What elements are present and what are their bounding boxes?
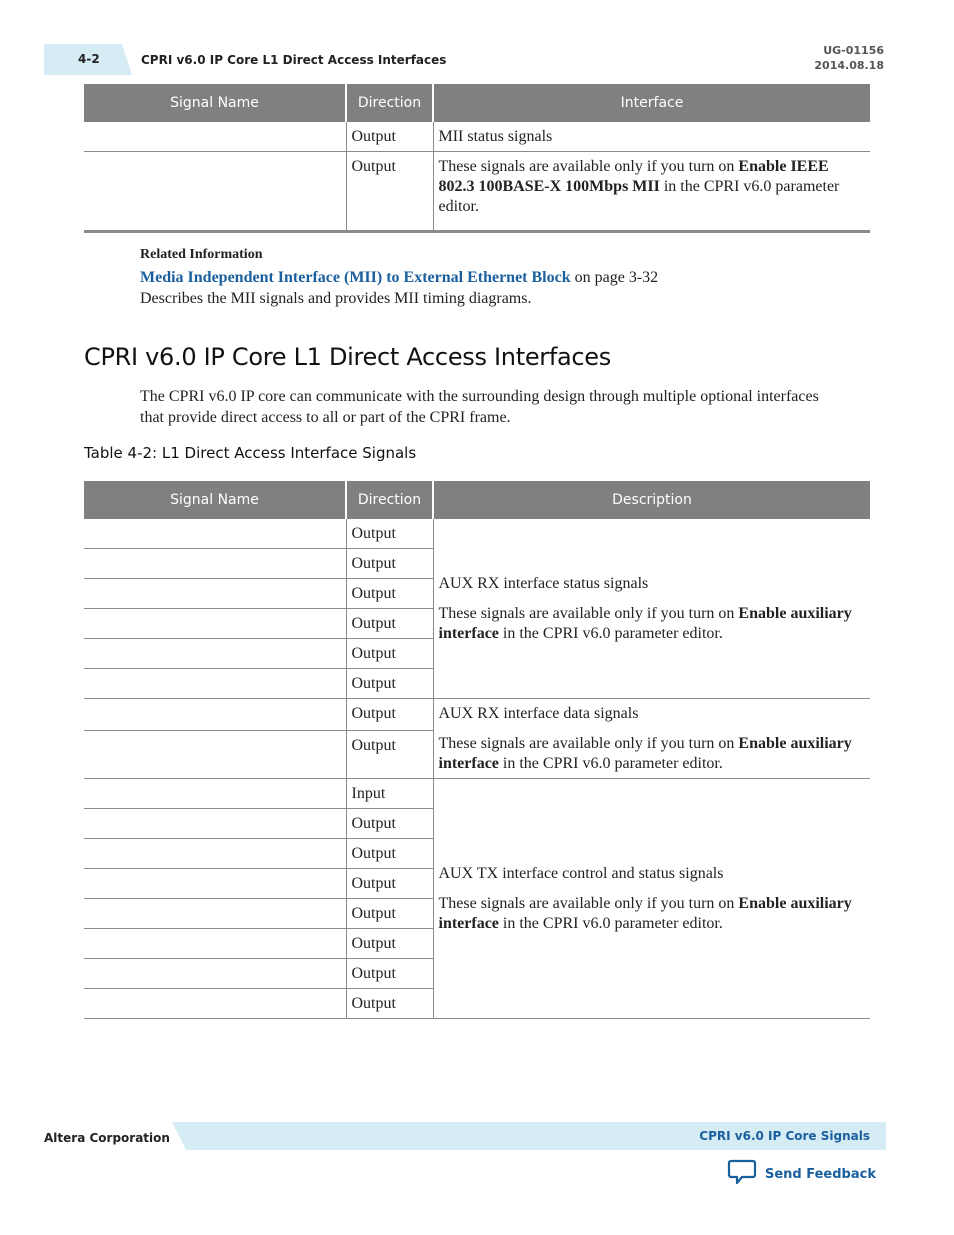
signal-name-cell bbox=[84, 731, 346, 779]
direction-cell: Output bbox=[346, 929, 433, 959]
signal-name-cell bbox=[84, 959, 346, 989]
direction-cell: Output bbox=[346, 731, 433, 779]
signal-name-cell bbox=[84, 549, 346, 579]
signal-name-cell bbox=[84, 152, 346, 232]
direction-cell: Output bbox=[346, 579, 433, 609]
signal-name-cell bbox=[84, 779, 346, 809]
desc-bold: Enable IEEE 802.3 100BASE-X 100Mbps MII bbox=[438, 158, 829, 195]
description-cell bbox=[433, 779, 870, 1019]
signal-name-cell bbox=[84, 609, 346, 639]
l1-direct-access-table bbox=[84, 481, 870, 1019]
doc-date: 2014.08.18 bbox=[814, 59, 884, 72]
feedback-bubble-icon bbox=[727, 1158, 757, 1191]
note-text: These signals are available only if you turn on bbox=[438, 605, 739, 622]
signal-name-cell bbox=[84, 869, 346, 899]
table-row bbox=[84, 519, 870, 549]
note-bold: Enable auxiliary interface bbox=[438, 895, 852, 932]
page-number: 4-2 bbox=[78, 52, 100, 66]
direction-cell: Output bbox=[346, 899, 433, 929]
signal-name-cell bbox=[84, 519, 346, 549]
signal-name-cell bbox=[84, 669, 346, 699]
note-text: in the CPRI v6.0 parameter editor. bbox=[498, 755, 723, 772]
table-header-row bbox=[84, 481, 870, 519]
signal-name-cell bbox=[84, 639, 346, 669]
group-title: AUX RX interface status signals bbox=[438, 575, 649, 592]
group-title: AUX TX interface control and status signals bbox=[438, 865, 724, 882]
group-title: AUX RX interface data signals bbox=[438, 705, 639, 722]
footer-company: Altera Corporation bbox=[44, 1131, 170, 1145]
note-text: These signals are available only if you turn on bbox=[438, 735, 739, 752]
send-feedback-label: Send Feedback bbox=[765, 1167, 876, 1182]
table-row bbox=[84, 699, 870, 731]
desc-text: in the CPRI v6.0 parameter editor. bbox=[438, 178, 840, 215]
direction-cell: Output bbox=[346, 839, 433, 869]
signal-name-cell bbox=[84, 579, 346, 609]
description-cell bbox=[433, 519, 870, 699]
description-cell bbox=[433, 699, 870, 779]
group-note bbox=[439, 894, 866, 934]
signal-name-cell bbox=[84, 899, 346, 929]
mii-block-link[interactable]: Media Independent Interface (MII) to External Ethernet Block bbox=[140, 269, 571, 286]
related-info-description: Describes the MII signals and provides MII timing diagrams. bbox=[140, 290, 532, 307]
direction-cell: Output bbox=[346, 549, 433, 579]
direction-cell: Output bbox=[346, 959, 433, 989]
description-cell bbox=[433, 152, 870, 232]
direction-cell: Input bbox=[346, 779, 433, 809]
signal-name-cell bbox=[84, 839, 346, 869]
related-info-link-line bbox=[140, 268, 658, 288]
section-title: CPRI v6.0 IP Core L1 Direct Access Interfaces bbox=[84, 343, 611, 371]
signal-name-cell bbox=[84, 989, 346, 1019]
signal-name-cell bbox=[84, 809, 346, 839]
related-info-heading: Related Information bbox=[140, 247, 263, 262]
direction-cell: Output bbox=[346, 609, 433, 639]
table-header-row bbox=[84, 84, 870, 122]
group-note bbox=[439, 734, 866, 774]
doc-id-block bbox=[814, 43, 884, 73]
table-row bbox=[84, 152, 870, 232]
direction-cell: Output bbox=[346, 639, 433, 669]
direction-cell: Output bbox=[346, 669, 433, 699]
signal-name-cell bbox=[84, 122, 346, 152]
note-bold: Enable auxiliary interface bbox=[438, 605, 852, 642]
col-signal-name: Signal Name bbox=[84, 481, 346, 519]
link-page-ref: on page 3-32 bbox=[570, 269, 659, 286]
mii-signal-table bbox=[84, 84, 870, 233]
direction-cell: Output bbox=[346, 519, 433, 549]
running-header-title: CPRI v6.0 IP Core L1 Direct Access Interfaces bbox=[141, 53, 447, 67]
col-interface: Interface bbox=[433, 84, 870, 122]
send-feedback-button[interactable] bbox=[727, 1158, 876, 1191]
direction-cell: Output bbox=[346, 122, 433, 152]
table-row bbox=[84, 779, 870, 809]
note-text: in the CPRI v6.0 parameter editor. bbox=[498, 625, 723, 642]
section-intro: The CPRI v6.0 IP core can communicate with the surrounding design through multiple optional interfaces that provide direct access to all or part of the CPRI frame. bbox=[140, 388, 819, 426]
desc-text: These signals are available only if you turn on bbox=[438, 158, 739, 175]
note-text: These signals are available only if you turn on bbox=[438, 895, 739, 912]
signal-name-cell bbox=[84, 929, 346, 959]
signal-name-cell bbox=[84, 699, 346, 731]
footer-section-link[interactable]: CPRI v6.0 IP Core Signals bbox=[699, 1129, 870, 1143]
direction-cell: Output bbox=[346, 809, 433, 839]
col-description: Description bbox=[433, 481, 870, 519]
direction-cell: Output bbox=[346, 152, 433, 232]
col-signal-name: Signal Name bbox=[84, 84, 346, 122]
note-bold: Enable auxiliary interface bbox=[438, 735, 852, 772]
direction-cell: Output bbox=[346, 989, 433, 1019]
col-direction: Direction bbox=[346, 481, 433, 519]
doc-id: UG-01156 bbox=[823, 44, 884, 57]
group-note bbox=[439, 604, 866, 644]
direction-cell: Output bbox=[346, 699, 433, 731]
col-direction: Direction bbox=[346, 84, 433, 122]
direction-cell: Output bbox=[346, 869, 433, 899]
table-caption: Table 4-2: L1 Direct Access Interface Signals bbox=[84, 444, 417, 462]
note-text: in the CPRI v6.0 parameter editor. bbox=[498, 915, 723, 932]
table-row bbox=[84, 122, 870, 152]
description-cell: MII status signals bbox=[433, 122, 870, 152]
